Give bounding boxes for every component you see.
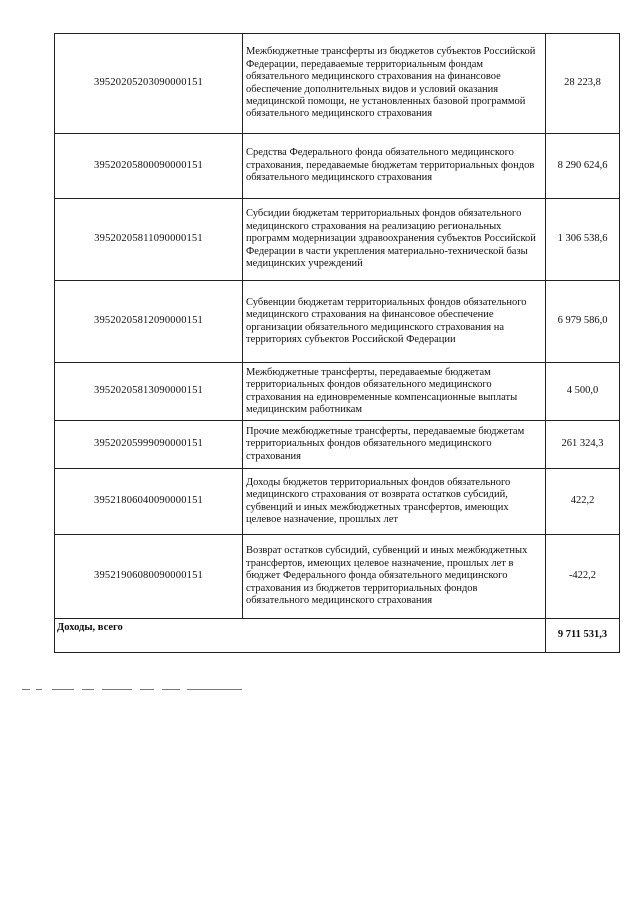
amount-cell: 261 324,3	[546, 421, 620, 469]
budget-code-cell: 39520205813090000151	[55, 363, 243, 421]
total-label: Доходы, всего	[55, 619, 546, 653]
description-cell: Субсидии бюджетам территориальных фондов обязательного медицинского страхования на реализацию региональных программ модернизации здравоохранения субъектов Российской Федерации в части укрепления материально-технической базы медицинских учреждений	[243, 199, 546, 281]
table-row	[55, 421, 620, 469]
table-row	[55, 469, 620, 535]
total-row	[55, 619, 620, 653]
description-cell: Межбюджетные трансферты, передаваемые бюджетам территориальных фондов обязательного медицинского страхования на единовременные компенсационные выплаты медицинским работникам	[243, 363, 546, 421]
revenue-table	[54, 33, 620, 653]
amount-cell: 4 500,0	[546, 363, 620, 421]
budget-code-cell: 39520205203090000151	[55, 34, 243, 134]
table-row	[55, 199, 620, 281]
table-row	[55, 281, 620, 363]
amount-cell: 422,2	[546, 469, 620, 535]
budget-code-cell: 39521906080090000151	[55, 535, 243, 619]
description-cell: Средства Федерального фонда обязательного медицинского страхования, передаваемые бюджетам территориальных фондов обязательного медицинского страхования	[243, 134, 546, 199]
table-row	[55, 535, 620, 619]
table-row	[55, 134, 620, 199]
table-row	[55, 34, 620, 134]
description-cell: Возврат остатков субсидий, субвенций и иных межбюджетных трансфертов, имеющих целевое назначение, прошлых лет в бюджет Федерального фонда обязательного медицинского страхования из бюджетов территориальных фондов обязательного медицинского страхования	[243, 535, 546, 619]
description-cell: Прочие межбюджетные трансферты, передаваемые бюджетам территориальных фондов обязательного медицинского страхования	[243, 421, 546, 469]
total-amount: 9 711 531,3	[546, 619, 620, 653]
description-cell: Межбюджетные трансферты из бюджетов субъектов Российской Федерации, передаваемые территориальным фондам обязательного медицинского страхования на финансовое обеспечение дополнительных видов и условий оказания медицинской помощи, не установленных базовой программой обязательного медицинского страхования	[243, 34, 546, 134]
description-cell: Доходы бюджетов территориальных фондов обязательного медицинского страхования от возврата остатков субсидий, субвенций и иных межбюджетных трансфертов, имеющих целевое назначение, прошлых лет	[243, 469, 546, 535]
budget-code-cell: 39520205811090000151	[55, 199, 243, 281]
amount-cell: 1 306 538,6	[546, 199, 620, 281]
scan-artifact-line	[22, 689, 242, 691]
table-row	[55, 363, 620, 421]
budget-code-cell: 39520205999090000151	[55, 421, 243, 469]
amount-cell: 8 290 624,6	[546, 134, 620, 199]
budget-code-cell: 39521806040090000151	[55, 469, 243, 535]
amount-cell: 6 979 586,0	[546, 281, 620, 363]
amount-cell: -422,2	[546, 535, 620, 619]
description-cell: Субвенции бюджетам территориальных фондов обязательного медицинского страхования на финансовое обеспечение организации обязательного медицинского страхования на территориях субъектов Российской Федерации	[243, 281, 546, 363]
amount-cell: 28 223,8	[546, 34, 620, 134]
budget-code-cell: 39520205800090000151	[55, 134, 243, 199]
budget-code-cell: 39520205812090000151	[55, 281, 243, 363]
